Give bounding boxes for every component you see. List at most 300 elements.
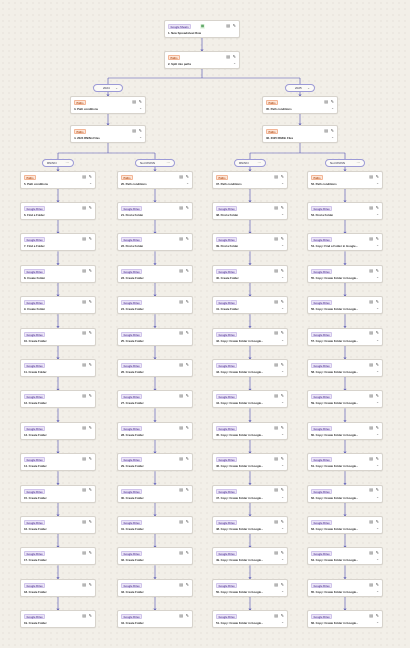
pencil-icon[interactable]: ✎ [375,393,379,399]
pencil-icon[interactable]: ✎ [88,612,92,618]
chevron-down-icon[interactable]: ⌄ [281,526,284,530]
path-conditions-2024[interactable] [70,96,146,114]
chevron-down-icon[interactable]: ⌄ [307,86,310,90]
chevron-down-icon[interactable]: ⌄ [233,61,236,65]
pencil-icon[interactable]: ✎ [375,455,379,461]
google-drive-step[interactable] [20,516,96,534]
google-drive-step[interactable] [117,485,193,503]
note-icon[interactable]: ▤ [179,267,183,273]
chevron-down-icon[interactable]: ⌄ [281,369,284,373]
step-title: 39. Find a Folder [216,244,239,249]
note-icon[interactable]: ▤ [274,173,278,179]
pencil-icon[interactable]: ✎ [375,550,379,556]
pencil-icon[interactable]: ✎ [88,455,92,461]
step-app-badge: Google Drive [311,614,332,619]
note-icon[interactable]: ▤ [179,581,183,587]
google-drive-step[interactable] [20,453,96,471]
google-drive-step[interactable] [307,422,383,440]
google-drive-step[interactable] [307,265,383,283]
chevron-down-icon[interactable]: ⌄ [376,369,379,373]
google-drive-step[interactable] [117,359,193,377]
note-icon[interactable]: ▤ [274,267,278,273]
pencil-icon[interactable]: ✎ [280,550,284,556]
pencil-icon[interactable]: ✎ [280,581,284,587]
chevron-down-icon[interactable]: ⌄ [281,620,284,625]
google-drive-step[interactable] [307,359,383,377]
split-step-2025[interactable] [262,125,338,143]
step-app-badge: Google Drive [121,394,142,399]
step-title: 52. Path conditions [311,182,337,186]
note-icon[interactable]: ▤ [179,236,183,242]
more-icon[interactable]: ··· [166,161,170,165]
pencil-icon[interactable]: ✎ [375,424,379,430]
step-app-badge: Google Drive [311,237,332,242]
note-icon[interactable]: ▤ [132,98,136,104]
step-title: 8. Create Folder [24,275,46,280]
path-conditions-2025[interactable] [262,96,338,114]
pencil-icon[interactable]: ✎ [88,518,92,524]
step-app-badge: Google Drive [24,457,45,462]
note-icon[interactable]: ▤ [369,204,373,210]
step-title: 13. Create Folder [24,432,47,437]
pencil-icon[interactable]: ✎ [185,487,189,493]
chevron-down-icon[interactable]: ⌄ [376,274,379,279]
google-drive-step[interactable] [307,390,383,408]
note-icon[interactable]: ▤ [274,518,278,524]
note-icon[interactable]: ▤ [369,173,373,179]
step-title: 17. Create Folder [24,558,47,563]
pencil-icon[interactable]: ✎ [280,361,284,367]
pencil-icon[interactable]: ✎ [88,330,92,336]
note-icon[interactable]: ▤ [226,53,230,59]
note-icon[interactable]: ▤ [82,173,86,179]
pencil-icon[interactable]: ✎ [280,612,284,618]
pencil-icon[interactable]: ✎ [280,455,284,461]
google-drive-step[interactable] [117,453,193,471]
google-drive-step[interactable] [307,579,383,597]
chevron-down-icon[interactable]: ⌄ [376,181,379,185]
pencil-icon[interactable]: ✎ [280,173,284,179]
google-drive-step[interactable] [212,547,288,565]
pencil-icon[interactable]: ✎ [375,581,379,587]
google-drive-step[interactable] [20,328,96,346]
google-drive-step[interactable] [212,328,288,346]
step-app-badge: Paths [74,100,86,105]
pencil-icon[interactable]: ✎ [185,518,189,524]
step-app-badge: Google Drive [216,237,237,242]
chevron-down-icon[interactable]: ⌄ [186,181,189,185]
note-icon[interactable]: ▤ [179,550,183,556]
chevron-down-icon[interactable]: ⌄ [139,135,142,139]
google-drive-step[interactable] [117,233,193,251]
note-icon[interactable]: ▤ [179,612,183,618]
step-app-badge: Google Drive [311,363,332,368]
pencil-icon[interactable]: ✎ [185,204,189,210]
chevron-down-icon[interactable]: ⌄ [376,526,379,530]
google-drive-step[interactable] [307,328,383,346]
note-icon[interactable]: ▤ [82,361,86,367]
path-label: RN/NN [47,161,57,165]
pencil-icon[interactable]: ✎ [280,424,284,430]
chevron-down-icon[interactable]: ⌄ [376,400,379,405]
note-icon[interactable]: ▤ [274,361,278,367]
google-drive-step[interactable] [20,547,96,565]
note-icon[interactable]: ▤ [82,330,86,336]
note-icon[interactable]: ▤ [369,298,373,304]
google-drive-step[interactable] [20,579,96,597]
google-drive-step[interactable] [212,359,288,377]
pencil-icon[interactable]: ✎ [88,487,92,493]
chevron-down-icon[interactable]: ⌄ [376,557,379,562]
path-pill-2024[interactable] [93,84,123,92]
pencil-icon[interactable]: ✎ [185,267,189,273]
chevron-down-icon[interactable]: ⌄ [281,557,284,562]
chevron-down-icon[interactable]: ⌄ [281,274,284,279]
step-app-badge: Google Drive [216,489,237,494]
more-icon[interactable]: ··· [356,161,360,165]
step-app-badge: Google Drive [311,551,332,556]
step-app-badge: Google Drive [311,583,332,588]
path-label: 2024 [103,86,110,90]
step-title: 12. Create Folder [24,401,47,406]
step-app-badge: Google Drive [121,363,142,368]
more-icon[interactable]: ··· [65,161,69,165]
pencil-icon[interactable]: ✎ [330,127,334,133]
step-app-badge: Google Drive [311,520,332,525]
chevron-down-icon[interactable]: ⌄ [376,588,379,593]
google-drive-step[interactable] [117,516,193,534]
note-icon[interactable]: ▤ [369,330,373,336]
pencil-icon[interactable]: ✎ [232,53,236,59]
google-drive-step[interactable] [20,296,96,314]
google-drive-step[interactable] [117,547,193,565]
google-drive-step[interactable] [212,233,288,251]
google-drive-step[interactable] [307,233,383,251]
note-icon[interactable]: ▤ [179,455,183,461]
note-icon[interactable]: ▤ [82,612,86,618]
pencil-icon[interactable]: ✎ [375,612,379,618]
note-icon[interactable]: ▤ [179,361,183,367]
google-drive-step[interactable] [117,328,193,346]
branch-pill[interactable] [325,159,365,167]
pencil-icon[interactable]: ✎ [375,518,379,524]
google-drive-step[interactable] [212,422,288,440]
note-icon[interactable]: ▤ [324,127,328,133]
note-icon[interactable]: ▤ [274,612,278,618]
note-icon[interactable]: ▤ [369,361,373,367]
note-icon[interactable]: ▤ [369,581,373,587]
chevron-down-icon[interactable]: ⌄ [281,431,284,436]
google-drive-step[interactable] [20,233,96,251]
chevron-down-icon[interactable]: ⌄ [376,243,379,248]
pencil-icon[interactable]: ✎ [185,424,189,430]
chevron-down-icon[interactable]: ⌄ [376,306,379,311]
pencil-icon[interactable]: ✎ [88,173,92,179]
chevron-down-icon[interactable]: ⌄ [376,337,379,342]
google-drive-step[interactable] [117,296,193,314]
step-title: 46. Copy: Create Folder in Google... [216,464,264,469]
chevron-down-icon[interactable]: ⌄ [281,494,284,499]
pencil-icon[interactable]: ✎ [185,298,189,304]
chevron-down-icon[interactable]: ⌄ [281,243,284,248]
step-app-badge: Paths [24,175,36,180]
chevron-down-icon[interactable]: ⌄ [89,181,92,185]
pencil-icon[interactable]: ✎ [375,204,379,210]
note-icon[interactable]: ▤ [274,204,278,210]
chevron-down-icon[interactable]: ⌄ [376,620,379,625]
note-icon[interactable]: ▤ [369,424,373,430]
note-icon[interactable]: ▤ [369,550,373,556]
pencil-icon[interactable]: ✎ [375,173,379,179]
google-drive-step[interactable] [117,265,193,283]
step-app-badge: Paths [121,175,133,180]
note-icon[interactable]: ▤ [274,393,278,399]
note-icon[interactable]: ▤ [274,298,278,304]
step-title: 30. Create Folder [121,495,144,500]
note-icon[interactable]: ▤ [369,518,373,524]
google-drive-step[interactable] [307,485,383,503]
pencil-icon[interactable]: ✎ [88,298,92,304]
step-title: 55. Copy: Create Folder in Google... [311,275,359,280]
pencil-icon[interactable]: ✎ [232,22,236,28]
pencil-icon[interactable]: ✎ [88,267,92,273]
pencil-icon[interactable]: ✎ [375,298,379,304]
note-icon[interactable]: ▤ [82,581,86,587]
pencil-icon[interactable]: ✎ [138,127,142,133]
note-icon[interactable]: ▤ [274,455,278,461]
note-icon[interactable]: ▤ [369,487,373,493]
note-icon[interactable]: ▤ [369,612,373,618]
step-title: 34. Create Folder [121,621,144,626]
google-drive-step[interactable] [212,265,288,283]
chevron-down-icon[interactable]: ⌄ [331,106,334,110]
pencil-icon[interactable]: ✎ [88,550,92,556]
note-icon[interactable]: ▤ [82,267,86,273]
pencil-icon[interactable]: ✎ [88,424,92,430]
chevron-down-icon[interactable]: ⌄ [139,106,142,110]
google-drive-step[interactable] [307,516,383,534]
google-drive-step[interactable] [117,390,193,408]
google-drive-step[interactable] [20,265,96,283]
step-app-badge: Google Drive [311,206,332,211]
google-drive-step[interactable] [117,202,193,220]
note-icon[interactable]: ▤ [274,581,278,587]
step-title: 33. Create Folder [121,589,144,594]
google-drive-step[interactable] [117,579,193,597]
pencil-icon[interactable]: ✎ [280,393,284,399]
step-app-badge: Google Drive [24,237,45,242]
pencil-icon[interactable]: ✎ [88,581,92,587]
path-conditions-step[interactable] [20,171,96,189]
google-drive-step[interactable] [20,485,96,503]
pencil-icon[interactable]: ✎ [375,487,379,493]
note-icon[interactable]: ▤ [226,22,230,28]
step-title: 20. Path conditions [121,182,147,186]
google-drive-step[interactable] [307,296,383,314]
path-conditions-step[interactable] [117,171,193,189]
path-conditions-step[interactable] [212,171,288,189]
google-drive-step[interactable] [307,547,383,565]
step-app-badge: Paths [266,129,278,134]
step-title: 5. Path conditions [24,182,49,186]
note-icon[interactable]: ▤ [82,455,86,461]
google-drive-step[interactable] [212,390,288,408]
step-title: 9. Create Folder [24,307,46,312]
pencil-icon[interactable]: ✎ [280,298,284,304]
note-icon[interactable]: ▤ [179,204,183,210]
pencil-icon[interactable]: ✎ [88,361,92,367]
step-app-badge: Google Drive [121,614,142,619]
step-title: 60. Copy: Create Folder in Google... [311,432,359,437]
note-icon[interactable]: ▤ [274,487,278,493]
step-app-badge: Google Drive [24,332,45,337]
pencil-icon[interactable]: ✎ [280,487,284,493]
google-drive-step[interactable] [212,516,288,534]
google-drive-step[interactable] [307,610,383,628]
note-icon[interactable]: ▤ [369,393,373,399]
chevron-down-icon[interactable]: ⌄ [281,400,284,405]
pencil-icon[interactable]: ✎ [280,236,284,242]
step-title: 65. Copy: Create Folder in Google... [311,589,359,594]
step-title: 43. Copy: Create Folder in Google... [216,370,264,374]
step-title: 24. Create Folder [121,307,144,312]
pencil-icon[interactable]: ✎ [375,330,379,336]
chevron-down-icon[interactable]: ⌄ [376,212,379,216]
google-drive-step[interactable] [117,610,193,628]
step-app-badge: Google Drive [121,551,142,556]
step-app-badge: Google Drive [24,520,45,525]
pencil-icon[interactable]: ✎ [375,361,379,367]
pencil-icon[interactable]: ✎ [185,236,189,242]
google-drive-step[interactable] [212,579,288,597]
split-paths-step[interactable] [164,51,240,69]
pencil-icon[interactable]: ✎ [88,204,92,210]
pencil-icon[interactable]: ✎ [280,267,284,273]
pencil-icon[interactable]: ✎ [375,236,379,242]
pencil-icon[interactable]: ✎ [185,361,189,367]
google-drive-step[interactable] [212,610,288,628]
chevron-down-icon[interactable]: ⌄ [281,306,284,311]
pencil-icon[interactable]: ✎ [280,204,284,210]
chevron-down-icon[interactable]: ⌄ [376,463,379,468]
google-drive-step[interactable] [212,453,288,471]
note-icon[interactable]: ▤ [324,98,328,104]
pencil-icon[interactable]: ✎ [185,581,189,587]
google-drive-step[interactable] [20,390,96,408]
pencil-icon[interactable]: ✎ [185,173,189,179]
chevron-down-icon[interactable]: ⌄ [376,431,379,436]
note-icon[interactable]: ▤ [82,393,86,399]
note-icon[interactable]: ▤ [82,424,86,430]
step-title: 49. Copy: Create Folder in Google... [216,558,264,563]
chevron-down-icon[interactable]: ⌄ [281,181,284,185]
note-icon[interactable]: ▤ [369,236,373,242]
step-title: 58. Copy: Create Folder in Google... [311,370,359,374]
google-drive-step[interactable] [20,359,96,377]
note-icon[interactable]: ▤ [82,550,86,556]
step-title: 45. Copy: Create Folder in Google... [216,432,264,437]
pencil-icon[interactable]: ✎ [185,330,189,336]
chevron-down-icon[interactable]: ⌄ [281,212,284,216]
step-title: 1. New Spreadsheet Row [168,31,202,35]
pencil-icon[interactable]: ✎ [185,550,189,556]
note-icon[interactable]: ▤ [132,127,136,133]
note-icon[interactable]: ▤ [369,267,373,273]
branch-pill[interactable] [42,159,74,167]
note-icon[interactable]: ▤ [274,550,278,556]
branch-pill[interactable] [234,159,266,167]
path-pill-2025[interactable] [285,84,315,92]
pencil-icon[interactable]: ✎ [88,393,92,399]
pencil-icon[interactable]: ✎ [375,267,379,273]
note-icon[interactable]: ▤ [82,487,86,493]
pencil-icon[interactable]: ✎ [185,455,189,461]
chevron-down-icon[interactable]: ⌄ [281,337,284,342]
step-title: 35. Path conditions [266,107,292,111]
note-icon[interactable]: ▤ [82,518,86,524]
step-app-badge: Paths [216,175,228,180]
pencil-icon[interactable]: ✎ [280,330,284,336]
google-drive-step[interactable] [212,202,288,220]
note-icon[interactable]: ▤ [274,330,278,336]
note-icon[interactable]: ▤ [82,204,86,210]
note-icon[interactable]: ▤ [274,236,278,242]
google-drive-step[interactable] [212,296,288,314]
pencil-icon[interactable]: ✎ [138,98,142,104]
google-drive-step[interactable] [20,610,96,628]
google-drive-step[interactable] [20,202,96,220]
step-title: 53. Find a Folder [311,213,334,217]
step-title: 31. Create Folder [121,527,144,531]
google-drive-step[interactable] [307,202,383,220]
note-icon[interactable]: ▤ [82,236,86,242]
step-app-badge: Google Drive [121,583,142,588]
note-icon[interactable]: ▤ [274,424,278,430]
chevron-down-icon[interactable]: ⌄ [376,494,379,499]
step-title: 29. Create Folder [121,464,144,469]
pencil-icon[interactable]: ✎ [185,612,189,618]
split-step-2024[interactable] [70,125,146,143]
note-icon[interactable]: ▤ [82,298,86,304]
note-icon[interactable]: ▤ [179,393,183,399]
chevron-down-icon[interactable]: ⌄ [281,463,284,468]
google-drive-step[interactable] [307,453,383,471]
chevron-down-icon[interactable]: ⌄ [115,86,118,90]
chevron-down-icon[interactable]: ⌄ [281,588,284,593]
branch-pill[interactable] [135,159,175,167]
note-icon[interactable]: ▤ [179,518,183,524]
note-icon[interactable]: ▤ [179,330,183,336]
pencil-icon[interactable]: ✎ [185,393,189,399]
google-drive-step[interactable] [212,485,288,503]
pencil-icon[interactable]: ✎ [330,98,334,104]
note-icon[interactable]: ▤ [179,298,183,304]
google-drive-step[interactable] [117,422,193,440]
trigger-step[interactable] [164,20,240,38]
pencil-icon[interactable]: ✎ [280,518,284,524]
note-icon[interactable]: ▤ [179,487,183,493]
note-icon[interactable]: ▤ [179,424,183,430]
note-icon[interactable]: ▤ [369,455,373,461]
note-icon[interactable]: ▤ [179,173,183,179]
pencil-icon[interactable]: ✎ [88,236,92,242]
path-conditions-step[interactable] [307,171,383,189]
google-drive-step[interactable] [20,422,96,440]
chevron-down-icon[interactable]: ⌄ [331,135,334,139]
step-app-badge: Google Drive [216,614,237,619]
more-icon[interactable]: ··· [257,161,261,165]
step-title: 3. Path conditions [74,107,99,111]
